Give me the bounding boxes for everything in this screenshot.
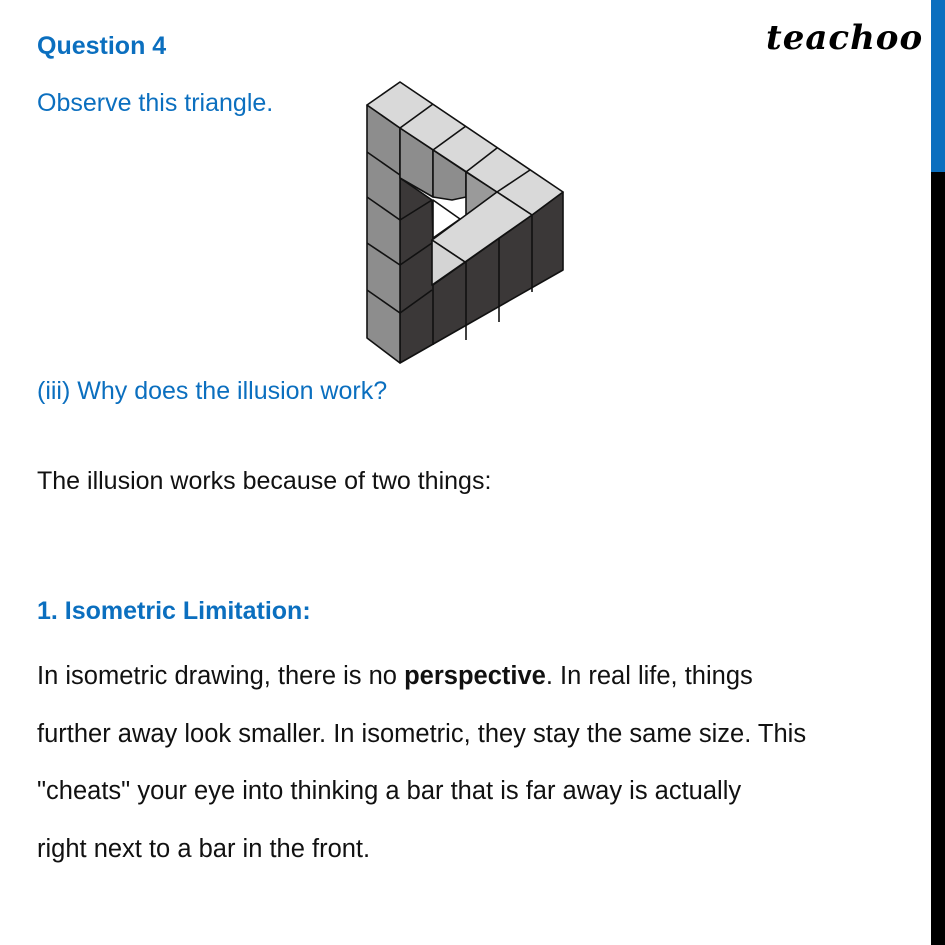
emphasis-perspective: perspective <box>404 662 546 690</box>
side-dark-bar <box>931 172 945 945</box>
teachoo-logo: teachoo <box>766 18 924 58</box>
question-title: Question 4 <box>37 32 167 60</box>
impossible-triangle-image <box>350 70 580 370</box>
section-heading: 1. Isometric Limitation: <box>37 597 311 625</box>
paragraph-text: In isometric drawing, there is no <box>37 662 405 690</box>
paragraph-text: . In real life, things <box>545 662 753 690</box>
paragraph-line-3: "cheats" your eye into thinking a bar that is far away is actually <box>37 777 742 805</box>
paragraph-line-1 <box>37 662 753 691</box>
side-accent-bar <box>931 0 945 172</box>
paragraph-line-4: right next to a bar in the front. <box>37 835 371 863</box>
sub-question: (iii) Why does the illusion work? <box>37 377 388 405</box>
intro-text: The illusion works because of two things: <box>37 467 492 495</box>
paragraph-line-2: further away look smaller. In isometric, they stay the same size. This <box>37 720 807 748</box>
prompt-text: Observe this triangle. <box>37 89 274 117</box>
